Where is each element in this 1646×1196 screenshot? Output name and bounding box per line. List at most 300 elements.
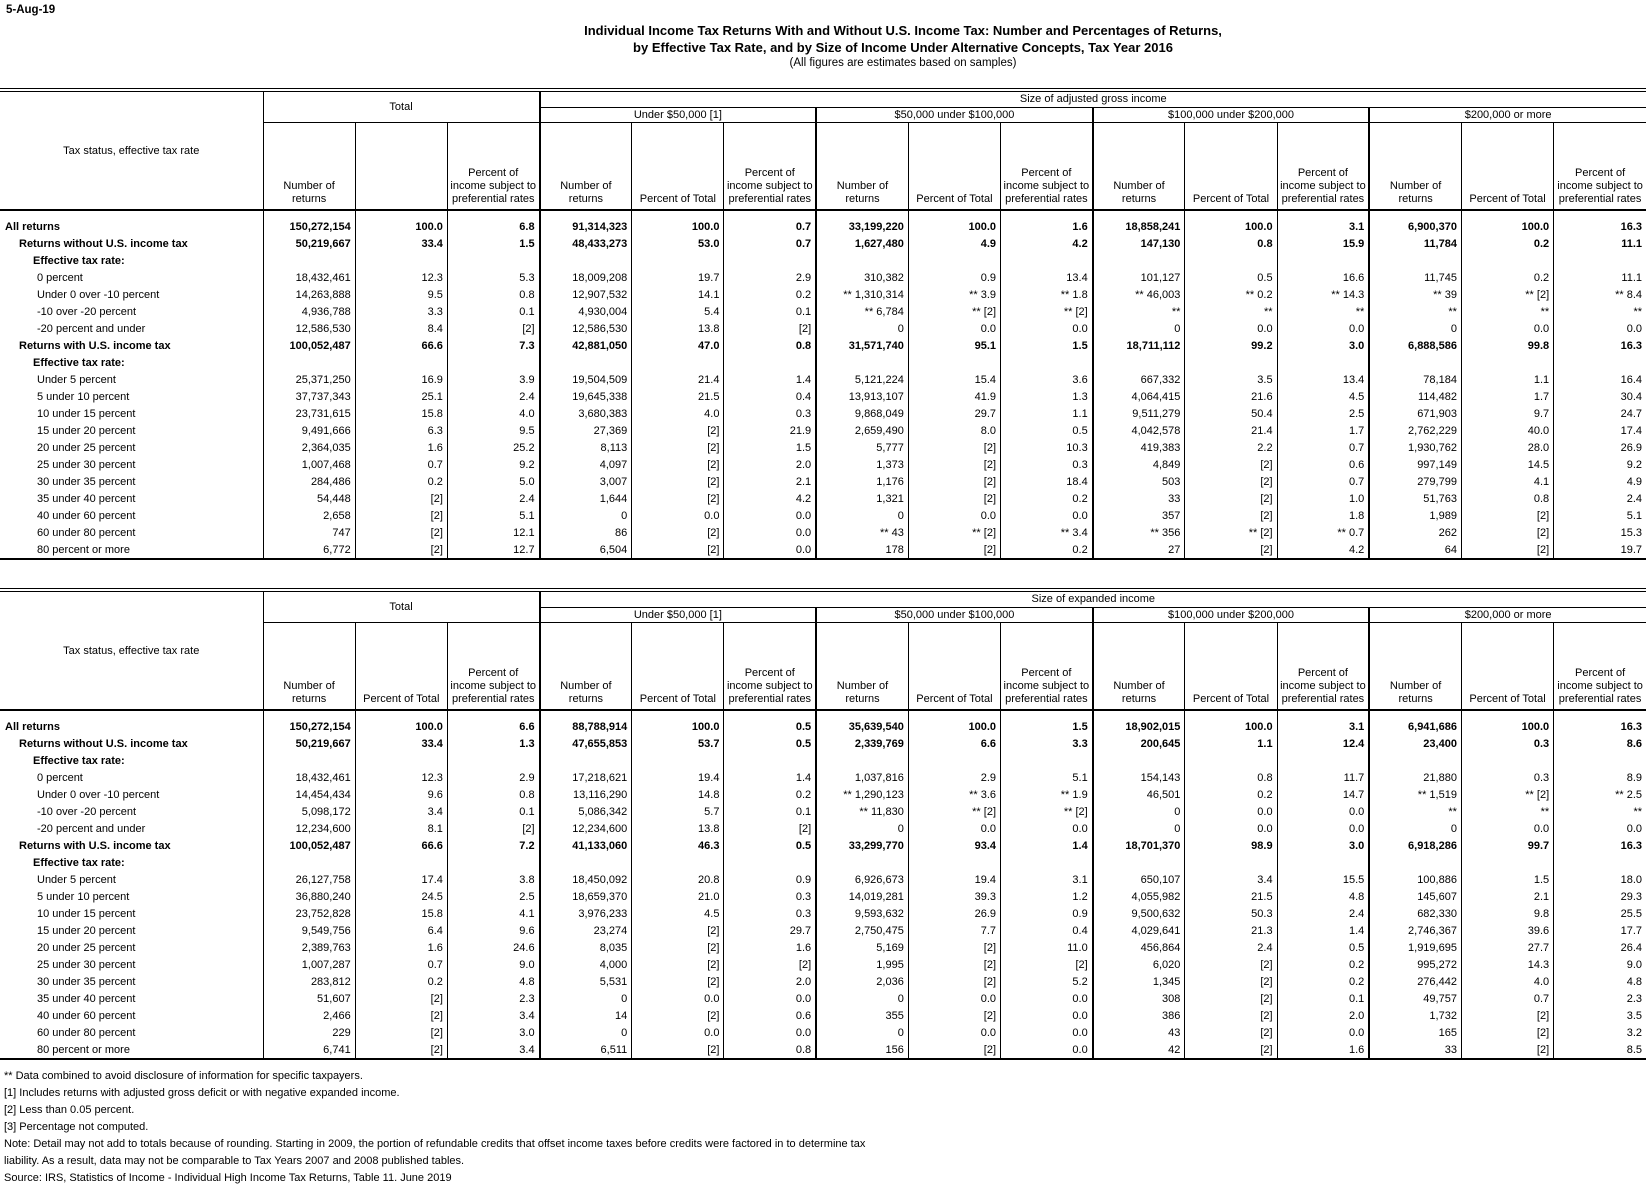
value-cell: 0.9	[724, 871, 816, 888]
value-cell: 18,902,015	[1093, 718, 1185, 735]
value-cell: 0.0	[1461, 820, 1553, 837]
value-cell: 9.6	[355, 786, 447, 803]
value-cell: **	[1461, 803, 1553, 820]
value-cell	[1185, 354, 1277, 371]
value-cell: 1.6	[355, 939, 447, 956]
value-cell: 1,007,287	[263, 956, 355, 973]
value-cell: 14,454,434	[263, 786, 355, 803]
value-cell: 50.4	[1185, 405, 1277, 422]
column-header: Percent of income subject to preferential rates	[447, 122, 539, 210]
value-cell: 0.2	[1001, 541, 1093, 558]
value-cell: 3.4	[355, 803, 447, 820]
value-cell: 18,009,208	[540, 269, 632, 286]
value-cell: 19.7	[1554, 541, 1646, 558]
value-cell: 64	[1369, 541, 1461, 558]
value-cell: 2.0	[724, 973, 816, 990]
spacer-cell	[540, 710, 632, 718]
value-cell: 15.5	[1277, 871, 1369, 888]
value-cell: 0.2	[1461, 269, 1553, 286]
value-cell	[1277, 252, 1369, 269]
value-cell: 101,127	[1093, 269, 1185, 286]
value-cell: 0.8	[447, 286, 539, 303]
value-cell: 0.7	[724, 235, 816, 252]
value-cell: 9.2	[1554, 456, 1646, 473]
value-cell: 15.9	[1277, 235, 1369, 252]
value-cell: 0.0	[1001, 1041, 1093, 1058]
value-cell	[632, 752, 724, 769]
value-cell: 13,116,290	[540, 786, 632, 803]
value-cell: 21.0	[632, 888, 724, 905]
value-cell: [2]	[632, 1007, 724, 1024]
value-cell: 2.4	[447, 490, 539, 507]
value-cell: 150,272,154	[263, 718, 355, 735]
value-cell: [2]	[632, 973, 724, 990]
value-cell: 0	[816, 990, 908, 1007]
value-cell: 29.3	[1554, 888, 1646, 905]
value-cell: 51,607	[263, 990, 355, 1007]
value-cell: 14.7	[1277, 786, 1369, 803]
footnote-line: [1] Includes returns with adjusted gross deficit or with negative expanded income.	[4, 1087, 400, 1099]
value-cell: 0.0	[1001, 507, 1093, 524]
value-cell: 0.6	[724, 1007, 816, 1024]
value-cell: [2]	[632, 524, 724, 541]
value-cell: [2]	[1461, 1007, 1553, 1024]
row-label: 60 under 80 percent	[37, 526, 136, 539]
value-cell: 0.0	[1277, 320, 1369, 337]
value-cell: 33,299,770	[816, 837, 908, 854]
value-cell: 37,737,343	[263, 388, 355, 405]
value-cell: [2]	[908, 490, 1000, 507]
value-cell: 19.4	[632, 769, 724, 786]
value-cell: 0.3	[724, 905, 816, 922]
value-cell: [2]	[908, 541, 1000, 558]
value-cell: 36,880,240	[263, 888, 355, 905]
title-block	[160, 0, 1646, 71]
value-cell: ** 2.5	[1554, 786, 1646, 803]
column-header: Percent of Total	[632, 122, 724, 210]
total-group-header: Total	[263, 592, 540, 622]
value-cell	[263, 252, 355, 269]
value-cell: 6,020	[1093, 956, 1185, 973]
value-cell	[632, 854, 724, 871]
value-cell: 5,098,172	[263, 803, 355, 820]
value-cell: 4,029,641	[1093, 922, 1185, 939]
agi-table	[0, 92, 1646, 558]
value-cell: 16.3	[1554, 218, 1646, 235]
value-cell: 5.0	[447, 473, 539, 490]
value-cell: ** 1,290,123	[816, 786, 908, 803]
value-cell: 0.0	[1001, 820, 1093, 837]
income-size-group-header: $50,000 under $100,000	[816, 607, 1093, 622]
value-cell: [2]	[355, 490, 447, 507]
table-row	[0, 218, 1646, 235]
value-cell	[1185, 854, 1277, 871]
value-cell: 14,263,888	[263, 286, 355, 303]
table-row	[0, 905, 1646, 922]
value-cell: ** 1.8	[1001, 286, 1093, 303]
value-cell	[724, 252, 816, 269]
value-cell: 0.5	[1185, 269, 1277, 286]
value-cell: [2]	[632, 490, 724, 507]
table-row	[0, 456, 1646, 473]
value-cell: 21.5	[632, 388, 724, 405]
table-row	[0, 405, 1646, 422]
value-cell	[908, 354, 1000, 371]
value-cell: 8.0	[908, 422, 1000, 439]
value-cell: 3.2	[1554, 1024, 1646, 1041]
value-cell: 4,936,788	[263, 303, 355, 320]
value-cell: 9,491,666	[263, 422, 355, 439]
value-cell: 0	[540, 507, 632, 524]
value-cell: 91,314,323	[540, 218, 632, 235]
value-cell: 2.3	[1554, 990, 1646, 1007]
value-cell: 4.9	[908, 235, 1000, 252]
value-cell: 25.1	[355, 388, 447, 405]
value-cell: 0.8	[1185, 769, 1277, 786]
spacer-cell	[816, 210, 908, 218]
spacer-cell	[447, 710, 539, 718]
column-header: Percent of Total	[632, 622, 724, 710]
value-cell: [2]	[724, 956, 816, 973]
value-cell	[1554, 854, 1646, 871]
value-cell: [2]	[1185, 473, 1277, 490]
value-cell: [2]	[447, 320, 539, 337]
value-cell: 3,007	[540, 473, 632, 490]
value-cell: 14.5	[1461, 456, 1553, 473]
value-cell: 0	[540, 990, 632, 1007]
value-cell: 154,143	[1093, 769, 1185, 786]
footnote-line: Note: Detail may not add to totals because of rounding. Starting in 2009, the portion of refundable credits that offset income taxes before credits were factored in to determine tax	[4, 1138, 866, 1150]
value-cell: 1,345	[1093, 973, 1185, 990]
value-cell: 178	[816, 541, 908, 558]
table-row	[0, 769, 1646, 786]
value-cell: 0.1	[447, 303, 539, 320]
value-cell: 7.7	[908, 922, 1000, 939]
value-cell: 27,369	[540, 422, 632, 439]
row-label: Returns without U.S. income tax	[19, 737, 188, 750]
value-cell: 0.0	[1001, 320, 1093, 337]
value-cell	[1461, 752, 1553, 769]
value-cell: 1,995	[816, 956, 908, 973]
value-cell: 0.2	[1461, 235, 1553, 252]
value-cell	[447, 252, 539, 269]
spacer-cell	[447, 210, 539, 218]
row-label: Effective tax rate:	[33, 356, 125, 369]
value-cell: 21.4	[632, 371, 724, 388]
value-cell: 4.0	[447, 405, 539, 422]
value-cell: 100,052,487	[263, 337, 355, 354]
value-cell: 3.4	[447, 1041, 539, 1058]
spacer-cell	[1369, 210, 1461, 218]
value-cell: 2.9	[447, 769, 539, 786]
value-cell: [2]	[908, 439, 1000, 456]
value-cell: 1.6	[724, 939, 816, 956]
value-cell: **	[1093, 303, 1185, 320]
value-cell: 25,371,250	[263, 371, 355, 388]
value-cell: 33.4	[355, 735, 447, 752]
value-cell: 1.6	[1001, 218, 1093, 235]
value-cell	[908, 752, 1000, 769]
value-cell: 5,086,342	[540, 803, 632, 820]
value-cell: 1.5	[447, 235, 539, 252]
value-cell: 355	[816, 1007, 908, 1024]
expanded-income-table	[0, 592, 1646, 1058]
income-size-group-header: Under $50,000 [1]	[540, 607, 817, 622]
expanded-income-table-wrap	[0, 588, 1646, 1060]
value-cell: 29.7	[908, 405, 1000, 422]
value-cell: 2.2	[1185, 439, 1277, 456]
value-cell	[447, 354, 539, 371]
value-cell: 0.8	[1461, 490, 1553, 507]
value-cell: 3.6	[1001, 371, 1093, 388]
value-cell: 8.6	[1554, 735, 1646, 752]
value-cell: [2]	[355, 524, 447, 541]
value-cell: [2]	[1185, 541, 1277, 558]
stub-header: Tax status, effective tax rate	[0, 592, 263, 710]
row-label: All returns	[5, 220, 61, 233]
value-cell: 1.3	[1001, 388, 1093, 405]
value-cell: 0.0	[632, 990, 724, 1007]
value-cell: 27.7	[1461, 939, 1553, 956]
table-row	[0, 388, 1646, 405]
value-cell: ** 43	[816, 524, 908, 541]
value-cell: 0.7	[355, 456, 447, 473]
value-cell	[1001, 252, 1093, 269]
value-cell: 18,432,461	[263, 769, 355, 786]
value-cell: 4,055,982	[1093, 888, 1185, 905]
value-cell: 1,644	[540, 490, 632, 507]
value-cell: 66.6	[355, 837, 447, 854]
value-cell	[1369, 854, 1461, 871]
value-cell: 0.0	[724, 541, 816, 558]
value-cell: 1.4	[1277, 922, 1369, 939]
value-cell: [2]	[632, 456, 724, 473]
value-cell: 9.0	[1554, 956, 1646, 973]
value-cell: 19,645,338	[540, 388, 632, 405]
value-cell: [2]	[355, 1041, 447, 1058]
value-cell: 39.6	[1461, 922, 1553, 939]
value-cell	[1185, 752, 1277, 769]
value-cell: 5.1	[1554, 507, 1646, 524]
value-cell: 0.5	[724, 735, 816, 752]
value-cell: 1,930,762	[1369, 439, 1461, 456]
value-cell: 24.7	[1554, 405, 1646, 422]
value-cell: [2]	[1185, 990, 1277, 1007]
page-title-line2: by Effective Tax Rate, and by Size of Income Under Alternative Concepts, Tax Year 2016	[633, 40, 1173, 55]
value-cell: 0	[1093, 820, 1185, 837]
value-cell: 456,864	[1093, 939, 1185, 956]
value-cell: ** 1,310,314	[816, 286, 908, 303]
value-cell: 650,107	[1093, 871, 1185, 888]
value-cell: 35,639,540	[816, 718, 908, 735]
value-cell: 41.9	[908, 388, 1000, 405]
value-cell: 11.0	[1001, 939, 1093, 956]
value-cell: 8.4	[355, 320, 447, 337]
table-row	[0, 337, 1646, 354]
value-cell: 88,788,914	[540, 718, 632, 735]
value-cell: 0.2	[724, 786, 816, 803]
value-cell: 11.1	[1554, 269, 1646, 286]
row-label: 20 under 25 percent	[37, 941, 136, 954]
table-row	[0, 320, 1646, 337]
value-cell: [2]	[1461, 524, 1553, 541]
value-cell: 1.7	[1461, 388, 1553, 405]
column-header: Number of returns	[540, 622, 632, 710]
table-row	[0, 803, 1646, 820]
value-cell: ** [2]	[908, 303, 1000, 320]
value-cell: ** [2]	[1461, 786, 1553, 803]
table-row	[0, 286, 1646, 303]
value-cell: 9,868,049	[816, 405, 908, 422]
table-row	[0, 939, 1646, 956]
value-cell: 386	[1093, 1007, 1185, 1024]
table-row	[0, 956, 1646, 973]
value-cell: 12,907,532	[540, 286, 632, 303]
value-cell: [2]	[355, 541, 447, 558]
value-cell: 5,121,224	[816, 371, 908, 388]
value-cell: [2]	[1185, 1041, 1277, 1058]
row-label: 40 under 60 percent	[37, 509, 136, 522]
value-cell: 2,750,475	[816, 922, 908, 939]
value-cell: 6,511	[540, 1041, 632, 1058]
value-cell: 100,052,487	[263, 837, 355, 854]
value-cell	[355, 354, 447, 371]
value-cell: 11,745	[1369, 269, 1461, 286]
table-row	[0, 303, 1646, 320]
value-cell: 0	[1369, 320, 1461, 337]
value-cell: [2]	[724, 820, 816, 837]
value-cell: [2]	[1185, 456, 1277, 473]
value-cell	[908, 854, 1000, 871]
value-cell: [2]	[908, 1007, 1000, 1024]
table-row	[0, 422, 1646, 439]
table-row	[0, 1041, 1646, 1058]
column-header: Percent of income subject to preferential rates	[1001, 122, 1093, 210]
value-cell: [2]	[632, 922, 724, 939]
value-cell	[447, 854, 539, 871]
value-cell	[816, 752, 908, 769]
value-cell: **	[1185, 303, 1277, 320]
value-cell: 1,627,480	[816, 235, 908, 252]
value-cell: [2]	[632, 439, 724, 456]
value-cell: 0.0	[1001, 1024, 1093, 1041]
agi-table-wrap	[0, 88, 1646, 560]
spacer-cell	[1001, 210, 1093, 218]
value-cell: 6.3	[355, 422, 447, 439]
value-cell: 1.7	[1277, 422, 1369, 439]
table-row	[0, 786, 1646, 803]
column-header: Number of returns	[1369, 622, 1461, 710]
table-row	[0, 837, 1646, 854]
value-cell: [2]	[908, 973, 1000, 990]
value-cell: 1,321	[816, 490, 908, 507]
value-cell: 4.2	[1001, 235, 1093, 252]
value-cell: ** 8.4	[1554, 286, 1646, 303]
value-cell: 165	[1369, 1024, 1461, 1041]
value-cell: 33.4	[355, 235, 447, 252]
value-cell: 0.9	[1001, 905, 1093, 922]
row-label: 30 under 35 percent	[37, 975, 136, 988]
value-cell: 18,701,370	[1093, 837, 1185, 854]
value-cell: 13.4	[1001, 269, 1093, 286]
value-cell: 0.0	[724, 524, 816, 541]
value-cell: 9.0	[447, 956, 539, 973]
value-cell: 145,607	[1369, 888, 1461, 905]
value-cell: 0.2	[1185, 786, 1277, 803]
value-cell: 15.8	[355, 405, 447, 422]
value-cell: 4.8	[1554, 973, 1646, 990]
value-cell: 26,127,758	[263, 871, 355, 888]
row-label: 15 under 20 percent	[37, 924, 136, 937]
value-cell: 9.5	[447, 422, 539, 439]
spacer-cell	[540, 210, 632, 218]
value-cell: 100.0	[1185, 718, 1277, 735]
value-cell: [2]	[632, 541, 724, 558]
value-cell: 4,097	[540, 456, 632, 473]
value-cell: 0.3	[724, 405, 816, 422]
value-cell: 0.3	[1001, 456, 1093, 473]
value-cell: 14.1	[632, 286, 724, 303]
value-cell: 100.0	[908, 218, 1000, 235]
value-cell: 9,500,632	[1093, 905, 1185, 922]
value-cell: 283,812	[263, 973, 355, 990]
value-cell: 0.0	[1554, 820, 1646, 837]
value-cell: 20.8	[632, 871, 724, 888]
value-cell: 0	[816, 1024, 908, 1041]
table-row	[0, 524, 1646, 541]
value-cell: 0	[816, 820, 908, 837]
value-cell: 0.7	[355, 956, 447, 973]
table-row	[0, 252, 1646, 269]
value-cell: ** [2]	[1001, 803, 1093, 820]
value-cell: 0.0	[1001, 990, 1093, 1007]
value-cell: 3.0	[1277, 337, 1369, 354]
spacer-cell	[1277, 710, 1369, 718]
table-row	[0, 752, 1646, 769]
value-cell	[1461, 354, 1553, 371]
value-cell: 16.9	[355, 371, 447, 388]
value-cell: [2]	[724, 320, 816, 337]
value-cell: 1,732	[1369, 1007, 1461, 1024]
value-cell: 3.3	[355, 303, 447, 320]
value-cell: 4,849	[1093, 456, 1185, 473]
column-header: Number of returns	[540, 122, 632, 210]
value-cell: 4.2	[724, 490, 816, 507]
value-cell: 18,858,241	[1093, 218, 1185, 235]
value-cell: 9.6	[447, 922, 539, 939]
value-cell: 1.6	[355, 439, 447, 456]
value-cell: 42,881,050	[540, 337, 632, 354]
value-cell: 21.6	[1185, 388, 1277, 405]
spacer-cell	[724, 710, 816, 718]
table-row	[0, 1007, 1646, 1024]
value-cell: 2,339,769	[816, 735, 908, 752]
value-cell: 6,926,673	[816, 871, 908, 888]
value-cell: ** [2]	[908, 524, 1000, 541]
value-cell: 33,199,220	[816, 218, 908, 235]
value-cell: 1.4	[724, 769, 816, 786]
value-cell: 1.1	[1461, 371, 1553, 388]
value-cell: 4.5	[1277, 388, 1369, 405]
value-cell: ** 39	[1369, 286, 1461, 303]
value-cell: 39.3	[908, 888, 1000, 905]
value-cell: 2.4	[447, 388, 539, 405]
value-cell: [2]	[1461, 1024, 1553, 1041]
spacer-cell	[632, 710, 724, 718]
value-cell: 49,757	[1369, 990, 1461, 1007]
value-cell: 23,274	[540, 922, 632, 939]
value-cell: 0.0	[1185, 320, 1277, 337]
